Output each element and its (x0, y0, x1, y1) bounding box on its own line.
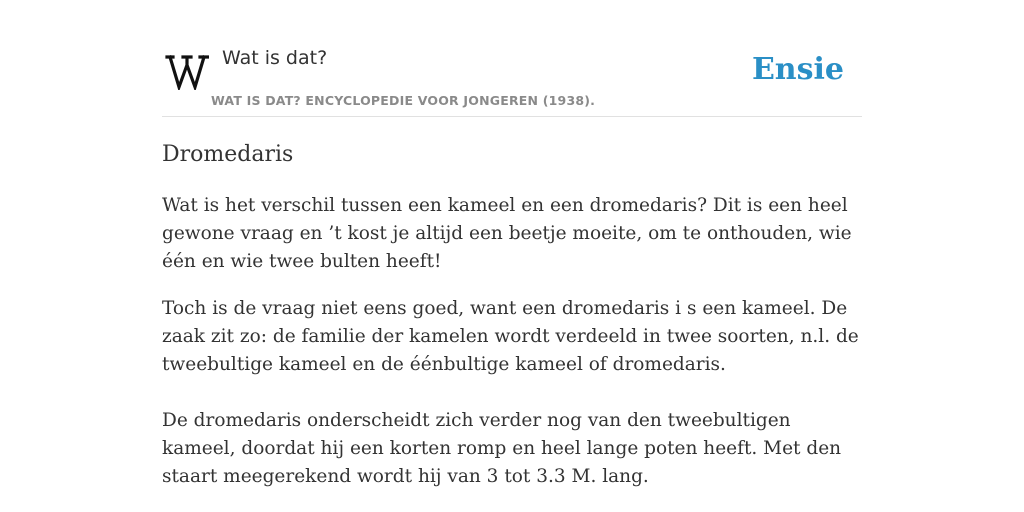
entry-paragraph: De dromedaris onderscheidt zich verder nog van den tweebultigen kameel, doordat hij een korten romp en heel lange poten heeft. Met den staart meegerekend wordt hij van 3 tot 3.3 M. lang. (162, 410, 842, 487)
entry-paragraph: Toch is de vraag niet eens goed, want een dromedaris i s een kameel. De zaak zit zo: de familie der kamelen wordt verdeeld in twee soorten, n.l. de tweebultige kameel en de éénbultige kameel of dromedaris. (162, 298, 859, 375)
entry-paragraph: Wat is het verschil tussen een kameel en een dromedaris? Dit is een heel gewone vraag en ’t kost je altijd een beetje moeite, om te onthouden, wie één en wie twee bulten heeft! (162, 195, 852, 272)
wikipedia-w-icon (165, 54, 209, 90)
entry-title: Dromedaris (162, 142, 294, 167)
source-header (162, 0, 862, 117)
source-title[interactable]: Wat is dat? (222, 47, 328, 69)
brand-logo[interactable]: Ensie (751, 52, 844, 87)
source-subtitle: WAT IS DAT? ENCYCLOPEDIE VOOR JONGEREN (1938). (211, 93, 596, 108)
